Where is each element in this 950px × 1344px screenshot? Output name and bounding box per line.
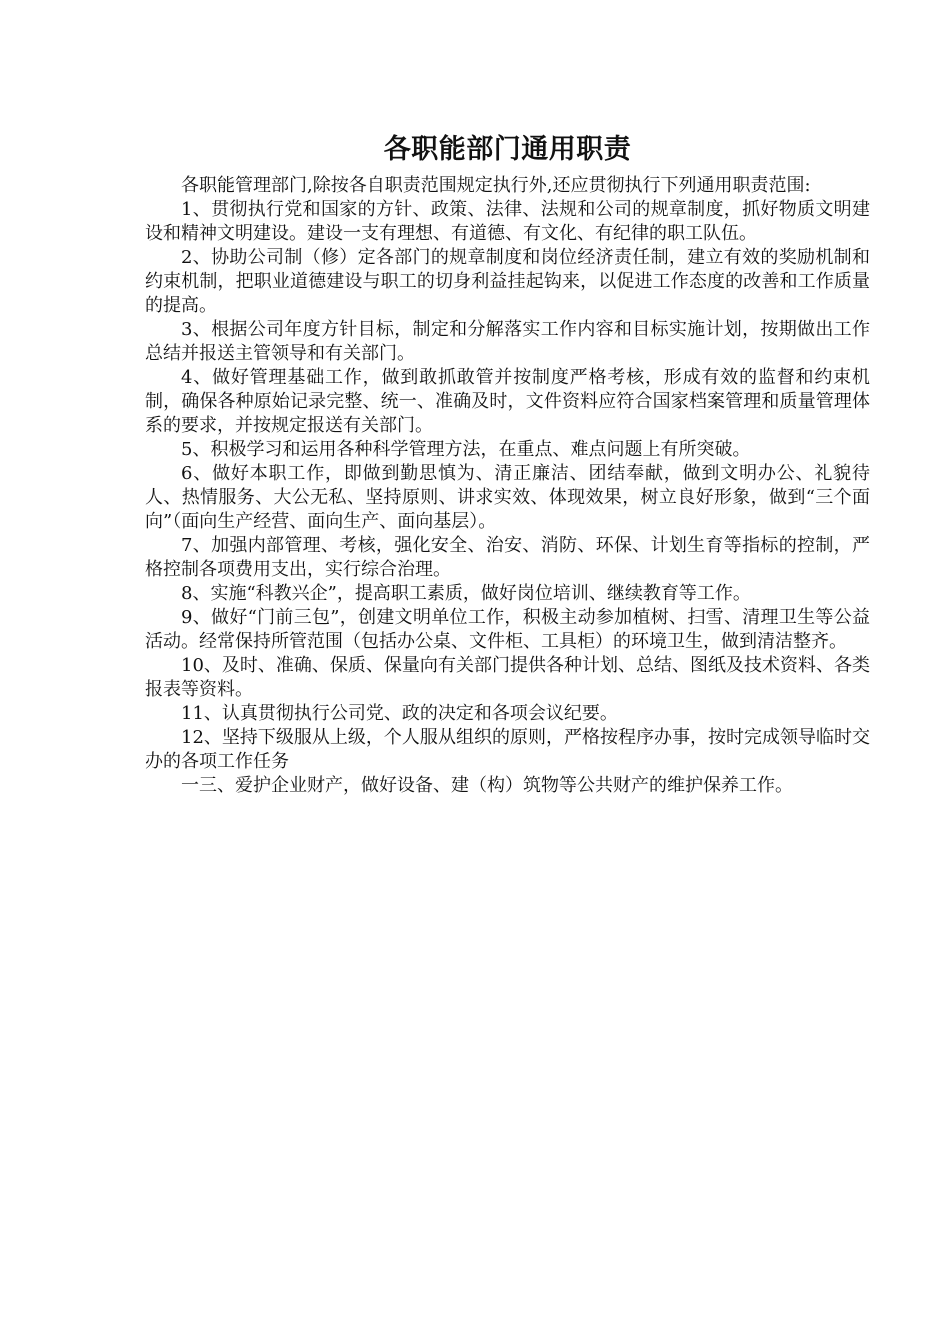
duty-item-2: 2、协助公司制（修）定各部门的规章制度和岗位经济责任制，建立有效的奖励机制和约束机制，把职业道德建设与职工的切身利益挂起钩来，以促进工作态度的改善和工作质量的提高。	[145, 247, 870, 316]
duty-item-3: 3、根据公司年度方针目标，制定和分解落实工作内容和目标实施计划，按期做出工作总结并报送主管领导和有关部门。	[145, 319, 870, 364]
document-title: 各职能部门通用职责	[383, 134, 632, 165]
duty-item-7: 7、加强内部管理、考核，强化安全、治安、消防、环保、计划生育等指标的控制，严格控制各项费用支出，实行综合治理。	[145, 535, 870, 580]
duty-item-8: 8、实施“科教兴企”，提高职工素质，做好岗位培训、继续教育等工作。	[181, 583, 751, 604]
duty-item-10: 10、及时、准确、保质、保量向有关部门提供各种计划、总结、图纸及技术资料、各类报表等资料。	[145, 655, 870, 700]
duty-item-13: 一三、爱护企业财产，做好设备、建（构）筑物等公共财产的维护保养工作。	[181, 775, 793, 796]
duty-item-5: 5、积极学习和运用各种科学管理方法，在重点、难点问题上有所突破。	[181, 439, 751, 460]
duty-item-9: 9、做好“门前三包”，创建文明单位工作，积极主动参加植树、扫雪、清理卫生等公益活动。经常保持所管范围（包括办公桌、文件柜、工具柜）的环境卫生，做到清洁整齐。	[145, 607, 870, 652]
duty-item-6: 6、做好本职工作，即做到勤思慎为、清正廉洁、团结奉献，做到文明办公、礼貌待人、热情服务、大公无私、坚持原则、讲求实效、体现效果，树立良好形象，做到“三个面向”（面向生产经营、面向生产、面向基层）。	[145, 463, 870, 532]
duty-item-1: 1、贯彻执行党和国家的方针、政策、法律、法规和公司的规章制度，抓好物质文明建设和精神文明建设。建设一支有理想、有道德、有文化、有纪律的职工队伍。	[145, 199, 870, 244]
document-page	[145, 130, 870, 798]
duty-item-11: 11、认真贯彻执行公司党、政的决定和各项会议纪要。	[181, 703, 618, 724]
intro-paragraph: 各职能管理部门,除按各自职责范围规定执行外,还应贯彻执行下列通用职责范围:	[181, 175, 811, 196]
duty-item-4: 4、做好管理基础工作，做到敢抓敢管并按制度严格考核，形成有效的监督和约束机制，确保各种原始记录完整、统一、准确及时，文件资料应符合国家档案管理和质量管理体系的要求，并按规定报送有关部门。	[145, 367, 870, 436]
duty-item-12: 12、坚持下级服从上级，个人服从组织的原则，严格按程序办事，按时完成领导临时交办的各项工作任务	[145, 727, 870, 772]
